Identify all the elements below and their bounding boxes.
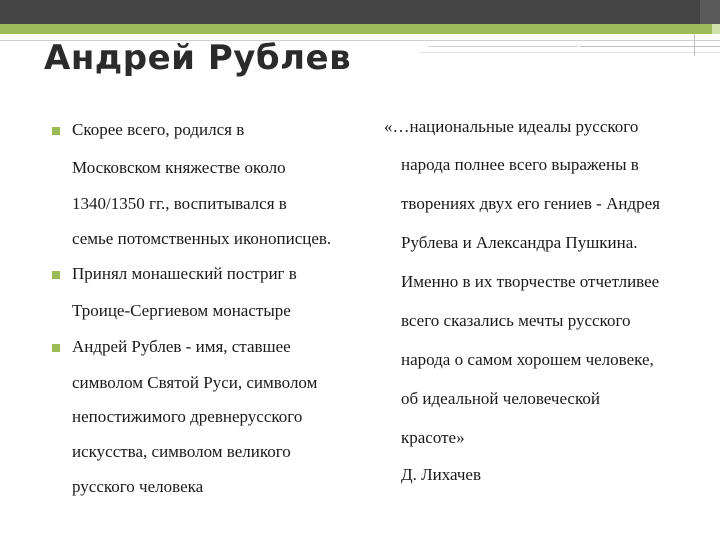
- bullet-1-line-2: Московском княжестве около: [72, 158, 286, 177]
- quote-line-2: народа полнее всего выражены в: [401, 155, 639, 174]
- quote-line-3: творениях двух его гениев - Андрея: [401, 194, 660, 213]
- quote-author: Д. Лихачев: [401, 465, 481, 484]
- bullet-1-line-3: 1340/1350 гг., воспитывался в: [72, 194, 287, 213]
- bullet-marker: [52, 344, 60, 352]
- quote-line-6: всего сказались мечты русского: [401, 311, 631, 330]
- bullet-2-line-2: Троице-Сергиевом монастыре: [72, 301, 291, 320]
- decor-line: [580, 46, 720, 47]
- top-accent-bar-end: [712, 24, 720, 34]
- bullet-3-line-5: русского человека: [72, 477, 204, 496]
- quote-line-8: об идеальной человеческой: [401, 389, 600, 408]
- decor-vertical-line: [694, 34, 695, 56]
- bullet-3-line-3: непостижимого древнерусского: [72, 407, 303, 426]
- decor-line: [420, 52, 720, 53]
- bullet-3-line-2: символом Святой Руси, символом: [72, 373, 318, 392]
- decor-line: [428, 46, 578, 47]
- bullet-marker: [52, 271, 60, 279]
- top-corner-block: [700, 0, 720, 24]
- top-dark-bar: [0, 0, 720, 24]
- bullet-2-line-1: Принял монашеский постриг в: [72, 264, 297, 283]
- slide-title: Андрей Рублев: [44, 38, 352, 78]
- quote-line-5: Именно в их творчестве отчетливее: [401, 272, 660, 291]
- quote-line-7: народа о самом хорошем человеке,: [401, 350, 654, 369]
- bullet-3-line-4: искусства, символом великого: [72, 442, 291, 461]
- top-accent-bar: [0, 24, 720, 34]
- bullet-1-line-4: семье потомственных иконописцев.: [72, 229, 332, 248]
- bullet-marker: [52, 127, 60, 135]
- bullet-3-line-1: Андрей Рублев - имя, ставшее: [72, 337, 291, 356]
- bullet-1-line-1: Скорее всего, родился в: [72, 120, 245, 139]
- quote-line-9: красоте»: [401, 428, 465, 447]
- quote-line-1: «…национальные идеалы русского: [384, 117, 639, 136]
- quote-line-4: Рублева и Александра Пушкина.: [401, 233, 638, 252]
